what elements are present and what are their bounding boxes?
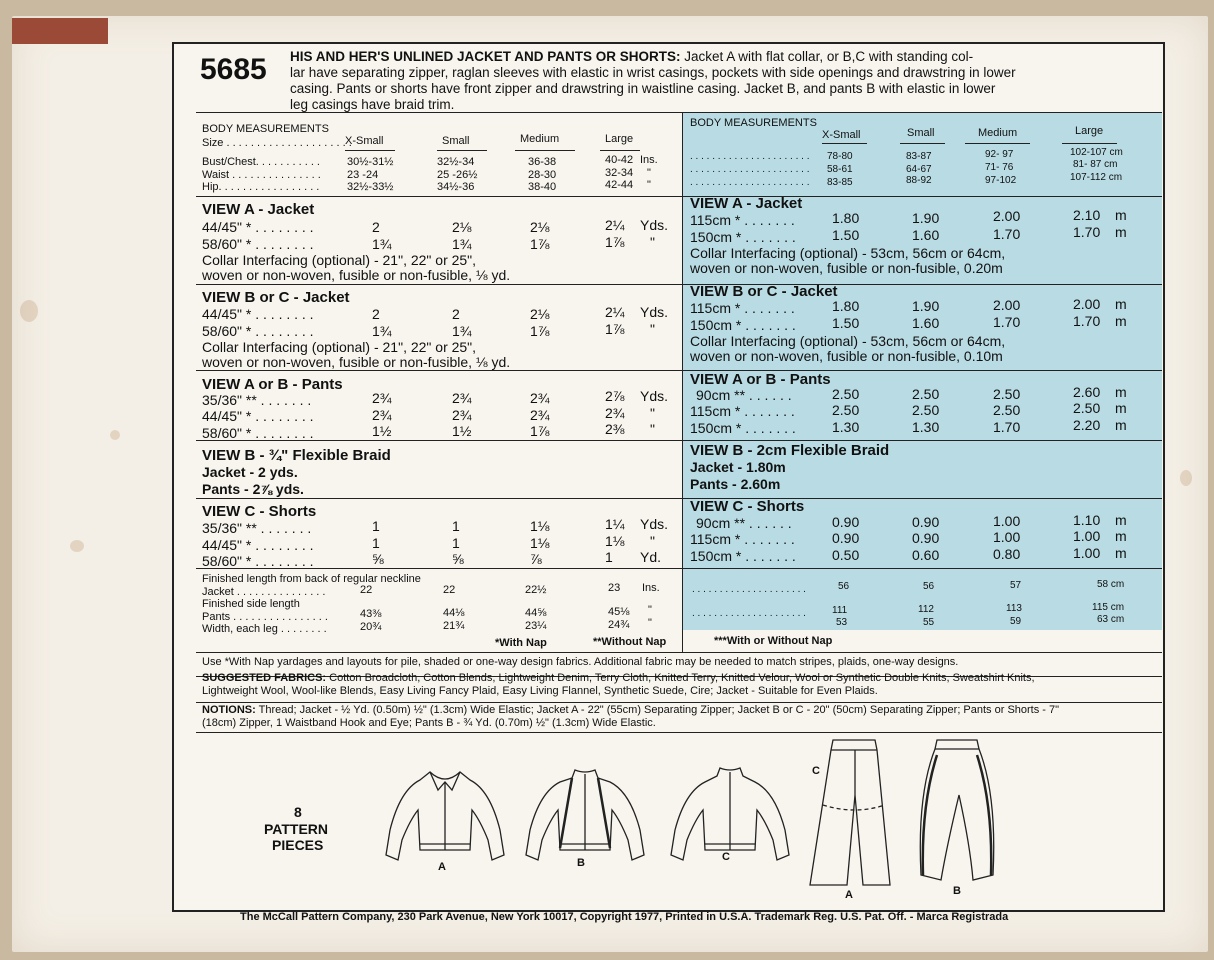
viewBC-note2: woven or non-woven, fusible or non-fusible, ⅛ yd. <box>202 354 511 370</box>
size-underline <box>900 143 945 144</box>
finished-pants-l: 45⅛ <box>608 606 630 618</box>
viewA-m-row1-l: 2.10 <box>1073 207 1101 223</box>
braid-title: VIEW B - ¾" Flexible Braid <box>202 447 391 464</box>
hip-l: 42-44 <box>605 179 634 191</box>
viewBC-m-row1-label: 115cm * . . . . . . . <box>690 300 795 316</box>
metric-dots: . . . . . . . . . . . . . . . . . . . . . . <box>690 164 810 175</box>
hip-label: Hip. . . . . . . . . . . . . . . . . <box>202 181 320 193</box>
viewAB-row3-label: 58/60" * . . . . . . . . <box>202 425 314 441</box>
divider <box>196 732 1162 733</box>
metric-size-large: Large <box>1075 125 1104 137</box>
metric-body-heading: BODY MEASUREMENTS <box>690 117 817 129</box>
viewA-note2: woven or non-woven, fusible or non-fusible, ⅛ yd. <box>202 267 511 283</box>
size-underline <box>822 143 867 144</box>
viewC-m-row1-unit: m <box>1115 512 1127 528</box>
fig-label-a-pants: A <box>845 889 853 901</box>
finished-m-pants-m: 113 <box>1006 603 1022 614</box>
viewBC-m-row1-l: 2.00 <box>1073 296 1101 312</box>
size-large: Large <box>605 133 634 145</box>
finished-width-label: Width, each leg . . . . . . . . <box>202 623 327 635</box>
column-divider <box>682 112 683 652</box>
viewAB-m-row2-unit: m <box>1115 400 1127 416</box>
viewBC-m-row2-unit: m <box>1115 313 1127 329</box>
finished-width-s: 21¾ <box>443 620 465 632</box>
viewC-m-row2-xs: 0.90 <box>832 530 860 546</box>
pants-b-illustration <box>915 735 1000 885</box>
viewA-m-note2: woven or non-woven, fusible or non-fusible, 0.20m <box>690 260 1003 276</box>
viewC-row2-unit: " <box>650 533 655 549</box>
viewBC-row2-unit: " <box>650 321 655 337</box>
size-medium: Medium <box>520 133 560 145</box>
viewC-m-row2-m: 1.00 <box>993 529 1021 545</box>
bust-xs: 30½-31½ <box>347 156 394 168</box>
stain <box>70 540 84 552</box>
viewC-row3-xs: ⅝ <box>372 551 384 567</box>
braid-m-jacket: Jacket - 1.80m <box>690 459 786 475</box>
waist-unit: " <box>647 167 651 179</box>
footnote-with-nap: *With Nap <box>495 637 547 649</box>
viewAB-row3-m: 1⅞ <box>530 423 550 439</box>
divider <box>196 652 1162 653</box>
notions-line1 <box>202 705 1059 716</box>
divider <box>196 112 1162 113</box>
viewAB-m-row2-label: 115cm * . . . . . . . <box>690 403 795 419</box>
viewC-m-row3-s: 0.60 <box>912 547 940 563</box>
viewC-row2-l: 1⅛ <box>605 533 625 549</box>
viewAB-row1-xs: 2¾ <box>372 390 392 406</box>
viewC-row2-label: 44/45" * . . . . . . . . <box>202 537 314 553</box>
viewAB-row3-l: 2⅜ <box>605 421 625 437</box>
viewAB-row1-s: 2¾ <box>452 390 472 406</box>
fig-label-b-pants: B <box>953 885 961 897</box>
divider <box>196 284 1162 285</box>
fabrics-text1: Cotton Broadcloth, Cotton Blends, Lightweight Denim, Terry Cloth, Knitted Terry, Knitted Velour, Wool or Synthetic Double Knits, Sweatshirt Knits, <box>326 672 1035 684</box>
viewBC-m-row1-m: 2.00 <box>993 297 1021 313</box>
viewA-row2-unit: " <box>650 234 655 250</box>
viewC-row3-l: 1 <box>605 549 613 565</box>
jacket-c-illustration <box>665 760 795 870</box>
viewC-row1-xs: 1 <box>372 518 380 534</box>
waist-l: 32-34 <box>605 167 634 179</box>
viewBC-m-row2-l: 1.70 <box>1073 313 1101 329</box>
viewC-m-row3-label: 150cm * . . . . . . . <box>690 548 796 564</box>
viewC-m-row2-s: 0.90 <box>912 530 940 546</box>
finished-width-xs: 20¾ <box>360 621 382 633</box>
size-underline <box>1062 143 1117 144</box>
waist-label: Waist . . . . . . . . . . . . . . . <box>202 169 321 181</box>
jacket-a-illustration <box>380 760 510 870</box>
fig-label-c-shorts: C <box>812 765 820 777</box>
viewA-m-row1-unit: m <box>1115 207 1127 223</box>
viewBC-m-row2-label: 150cm * . . . . . . . <box>690 317 796 333</box>
hip-m: 38-40 <box>528 181 557 193</box>
braid-m-pants: Pants - 2.60m <box>690 476 781 492</box>
viewA-row1-xs: 2 <box>372 219 380 235</box>
metric-dots: . . . . . . . . . . . . . . . . . . . . . . <box>690 151 810 162</box>
pattern-title: HIS AND HER'S UNLINED JACKET AND PANTS OR SHORTS: <box>290 49 681 64</box>
jacket-b-illustration <box>520 760 650 870</box>
fig-label-b: B <box>577 857 585 869</box>
viewC-m-row2-l: 1.00 <box>1073 528 1101 544</box>
header-line-1 <box>290 50 973 64</box>
viewAB-row2-xs: 2¾ <box>372 407 392 423</box>
size-underline <box>965 143 1030 144</box>
viewBC-m-row1-xs: 1.80 <box>832 298 860 314</box>
fig-label-c: C <box>722 851 730 863</box>
viewAB-m-title: VIEW A or B - Pants <box>690 371 831 388</box>
viewC-row1-label: 35/36" ** . . . . . . . <box>202 520 312 536</box>
bust-s: 32½-34 <box>437 156 475 168</box>
metric-bust-s: 83-87 <box>906 151 932 162</box>
viewC-m-row3-unit: m <box>1115 545 1127 561</box>
finished-jacket-m: 22½ <box>525 584 547 596</box>
footer-copyright: The McCall Pattern Company, 230 Park Avenue, New York 10017, Copyright 1977, Printed in U.S.A. Trademark Reg. U.S. Pat. Off. - Marca Registrada <box>240 911 1009 923</box>
metric-size-xsmall: X-Small <box>822 129 861 141</box>
viewC-row1-unit: Yds. <box>640 516 669 532</box>
viewC-m-title: VIEW C - Shorts <box>690 498 805 515</box>
waist-m: 28-30 <box>528 169 557 181</box>
viewBC-m-note1: Collar Interfacing (optional) - 53cm, 56cm or 64cm, <box>690 333 1006 349</box>
viewAB-row1-m: 2¾ <box>530 390 550 406</box>
viewC-row3-label: 58/60" * . . . . . . . . <box>202 553 314 569</box>
viewBC-m-row1-unit: m <box>1115 296 1127 312</box>
metric-bust-l: 102-107 cm <box>1070 147 1123 158</box>
divider <box>196 196 1162 197</box>
viewA-row1-m: 2⅛ <box>530 219 550 235</box>
viewBC-row2-s: 1¾ <box>452 323 472 339</box>
fig-label-a: A <box>438 861 446 873</box>
viewAB-m-row2-l: 2.50 <box>1073 400 1101 416</box>
pattern-number: 5685 <box>200 53 267 86</box>
bust-unit: Ins. <box>640 154 658 166</box>
viewA-m-row2-label: 150cm * . . . . . . . <box>690 229 796 245</box>
description-line-2: lar have separating zipper, raglan sleeves with elastic in wrist casings, pockets with side openings and drawstring in lower <box>290 65 1016 80</box>
size-underline <box>600 150 640 151</box>
viewBC-row1-s: 2 <box>452 306 460 322</box>
viewAB-m-row3-xs: 1.30 <box>832 419 860 435</box>
metric-waist-l: 81- 87 cm <box>1073 159 1118 170</box>
metric-dots: . . . . . . . . . . . . . . . . . . . . . . <box>690 177 810 188</box>
pieces-count: 8 <box>294 804 302 820</box>
divider <box>196 498 1162 499</box>
finished-pants-unit: " <box>648 604 652 616</box>
finished-jacket-unit: Ins. <box>642 582 660 594</box>
viewAB-m-row1-label: 90cm ** . . . . . . <box>696 387 792 403</box>
description-line-3: casing. Pants or shorts have front zipper and drawstring in waistline casing. Jacket B, and pants B with elastic in lower <box>290 81 996 96</box>
viewA-row1-label: 44/45" * . . . . . . . . <box>202 219 314 235</box>
size-xsmall: X-Small <box>345 135 384 147</box>
viewBC-row2-label: 58/60" * . . . . . . . . <box>202 323 314 339</box>
viewAB-row2-m: 2¾ <box>530 407 550 423</box>
viewC-row1-s: 1 <box>452 518 460 534</box>
bust-m: 36-38 <box>528 156 557 168</box>
finished-m-jacket-m: 57 <box>1010 580 1022 591</box>
metric-size-small: Small <box>907 127 935 139</box>
viewAB-m-row1-xs: 2.50 <box>832 386 860 402</box>
viewBC-row2-xs: 1¾ <box>372 323 392 339</box>
viewA-m-row1-s: 1.90 <box>912 210 940 226</box>
fabrics-label: SUGGESTED FABRICS: <box>202 672 327 684</box>
metric-dots: . . . . . . . . . . . . . . . . . . . . . <box>692 608 806 619</box>
finished-heading2: Finished side length <box>202 598 300 610</box>
metric-size-medium: Medium <box>978 127 1018 139</box>
viewA-row2-l: 1⅞ <box>605 234 625 250</box>
viewA-note1: Collar Interfacing (optional) - 21", 22" or 25", <box>202 252 477 268</box>
viewBC-row1-unit: Yds. <box>640 304 669 320</box>
viewA-m-note1: Collar Interfacing (optional) - 53cm, 56cm or 64cm, <box>690 245 1006 261</box>
viewBC-row2-m: 1⅞ <box>530 323 550 339</box>
viewA-title: VIEW A - Jacket <box>202 201 315 218</box>
pieces-label-1: PATTERN <box>264 821 329 837</box>
description-line-1: Jacket A with flat collar, or B,C with standing col- <box>684 49 974 64</box>
viewA-row2-label: 58/60" * . . . . . . . . <box>202 236 314 252</box>
metric-waist-s: 64-67 <box>906 164 932 175</box>
stain <box>1180 470 1192 486</box>
footnote-with-or-without-nap: ***With or Without Nap <box>714 635 833 647</box>
viewAB-row2-s: 2¾ <box>452 407 472 423</box>
finished-m-jacket-s: 56 <box>923 581 935 592</box>
braid-pants: Pants - 2⅞ yds. <box>202 481 304 497</box>
notions-label: NOTIONS: <box>202 704 256 716</box>
viewAB-row2-l: 2¾ <box>605 405 625 421</box>
viewBC-row1-m: 2⅛ <box>530 306 550 322</box>
bust-label: Bust/Chest. . . . . . . . . . . <box>202 156 320 168</box>
viewAB-m-row3-m: 1.70 <box>993 419 1021 435</box>
stain <box>20 300 38 322</box>
fabrics-line1 <box>202 673 1035 684</box>
finished-jacket-l: 23 <box>608 582 621 594</box>
viewC-m-row2-label: 115cm * . . . . . . . <box>690 531 795 547</box>
size-small: Small <box>442 135 470 147</box>
finished-width-m: 23¼ <box>525 620 547 632</box>
viewC-m-row2-unit: m <box>1115 528 1127 544</box>
metric-waist-xs: 58-61 <box>827 164 853 175</box>
viewBC-m-title: VIEW B or C - Jacket <box>690 283 838 300</box>
viewA-row2-s: 1¾ <box>452 236 472 252</box>
finished-m-width-l: 63 cm <box>1097 614 1125 625</box>
viewAB-row3-xs: 1½ <box>372 423 392 439</box>
finished-jacket-s: 22 <box>443 584 456 596</box>
finished-m-pants-s: 112 <box>918 604 934 615</box>
finished-pants-m: 44⅝ <box>525 607 547 619</box>
fabrics-line2: Lightweight Wool, Wool-like Blends, Easy Living Fancy Plaid, Easy Living Flannel, Synthetic Suede, Cire; Jacket - Suitable for Even Plaids. <box>202 685 878 697</box>
finished-pants-xs: 43⅜ <box>360 608 382 620</box>
viewA-m-row2-s: 1.60 <box>912 227 940 243</box>
body-heading: BODY MEASUREMENTS <box>202 123 329 135</box>
viewBC-m-row2-xs: 1.50 <box>832 315 860 331</box>
size-underline <box>345 150 395 151</box>
viewA-m-title: VIEW A - Jacket <box>690 195 803 212</box>
braid-jacket: Jacket - 2 yds. <box>202 464 298 480</box>
viewC-title: VIEW C - Shorts <box>202 503 317 520</box>
viewA-m-row2-l: 1.70 <box>1073 224 1101 240</box>
viewBC-row1-l: 2¼ <box>605 304 625 320</box>
use-note: Use *With Nap yardages and layouts for pile, shaded or one-way design fabrics. Additional fabric may be needed to match stripes, plaids, one-way designs. <box>202 656 959 668</box>
viewBC-row1-xs: 2 <box>372 306 380 322</box>
metric-bust-m: 92- 97 <box>985 149 1014 160</box>
viewBC-m-note2: woven or non-woven, fusible or non-fusible, 0.10m <box>690 348 1003 364</box>
viewAB-m-row2-m: 2.50 <box>993 402 1021 418</box>
viewAB-m-row1-m: 2.50 <box>993 386 1021 402</box>
divider <box>196 568 1162 569</box>
metric-hip-l: 107-112 cm <box>1070 172 1123 183</box>
divider <box>196 440 1162 441</box>
metric-waist-m: 71- 76 <box>985 162 1014 173</box>
viewA-m-row2-unit: m <box>1115 224 1127 240</box>
viewAB-row3-unit: " <box>650 421 655 437</box>
stain <box>110 430 120 440</box>
finished-m-pants-l: 115 cm <box>1092 602 1125 613</box>
size-underline <box>515 150 575 151</box>
viewAB-m-row2-s: 2.50 <box>912 402 940 418</box>
viewAB-row1-l: 2⅞ <box>605 388 625 404</box>
finished-jacket-xs: 22 <box>360 584 373 596</box>
finished-width-l: 24¾ <box>608 619 630 631</box>
viewA-row1-unit: Yds. <box>640 217 669 233</box>
viewBC-row1-label: 44/45" * . . . . . . . . <box>202 306 314 322</box>
viewC-row2-xs: 1 <box>372 535 380 551</box>
metric-dots: . . . . . . . . . . . . . . . . . . . . . <box>692 584 806 595</box>
viewAB-m-row3-l: 2.20 <box>1073 417 1101 433</box>
viewBC-m-row2-m: 1.70 <box>993 314 1021 330</box>
finished-width-unit: " <box>648 617 652 629</box>
bust-l: 40-42 <box>605 154 634 166</box>
viewAB-m-row3-s: 1.30 <box>912 419 940 435</box>
viewA-row1-s: 2⅛ <box>452 219 472 235</box>
viewAB-row2-unit: " <box>650 405 655 421</box>
viewBC-m-row1-s: 1.90 <box>912 298 940 314</box>
viewAB-row1-label: 35/36" ** . . . . . . . <box>202 392 312 408</box>
viewC-row1-m: 1⅛ <box>530 518 550 534</box>
viewAB-m-row3-unit: m <box>1115 417 1127 433</box>
viewA-m-row1-label: 115cm * . . . . . . . <box>690 212 795 228</box>
viewAB-m-row1-l: 2.60 <box>1073 384 1101 400</box>
viewA-m-row2-xs: 1.50 <box>832 227 860 243</box>
viewAB-m-row3-label: 150cm * . . . . . . . <box>690 420 796 436</box>
viewC-row2-m: 1⅛ <box>530 535 550 551</box>
notions-line2: (18cm) Zipper, 1 Waistband Hook and Eye; Pants B - ¾ Yd. (0.70m) ½" (1.3cm) Wide Elastic. <box>202 717 656 729</box>
finished-m-jacket-xs: 56 <box>838 581 850 592</box>
viewC-m-row1-xs: 0.90 <box>832 514 860 530</box>
finished-pants-label: Pants . . . . . . . . . . . . . . . . <box>202 611 328 623</box>
viewBC-m-row2-s: 1.60 <box>912 315 940 331</box>
size-label: Size . . . . . . . . . . . . . . . . . . . . . <box>202 137 352 149</box>
viewAB-m-row1-unit: m <box>1115 384 1127 400</box>
hip-xs: 32½-33½ <box>347 181 394 193</box>
viewC-row3-m: ⅞ <box>530 551 542 567</box>
viewC-m-row1-s: 0.90 <box>912 514 940 530</box>
metric-hip-s: 88-92 <box>906 175 932 186</box>
footnote-without-nap: **Without Nap <box>593 636 667 648</box>
viewA-row1-l: 2¼ <box>605 217 625 233</box>
viewAB-row2-label: 44/45" * . . . . . . . . <box>202 408 314 424</box>
viewAB-row1-unit: Yds. <box>640 388 669 404</box>
metric-hip-m: 97-102 <box>985 175 1017 186</box>
viewC-row1-l: 1¼ <box>605 516 625 532</box>
pieces-label-2: PIECES <box>272 837 324 853</box>
finished-heading1: Finished length from back of regular neckline <box>202 573 421 585</box>
viewC-row3-unit: Yd. <box>640 549 662 565</box>
viewC-row3-s: ⅝ <box>452 551 464 567</box>
finished-m-width-xs: 53 <box>836 617 848 628</box>
metric-bust-xs: 78-80 <box>827 151 853 162</box>
finished-m-pants-xs: 111 <box>832 605 848 616</box>
description-line-4: leg casings have braid trim. <box>290 97 455 112</box>
hip-unit: " <box>647 179 651 191</box>
hip-s: 34½-36 <box>437 181 475 193</box>
finished-m-jacket-l: 58 cm <box>1097 579 1125 590</box>
viewBC-title: VIEW B or C - Jacket <box>202 289 350 306</box>
pants-a-shorts-c-illustration <box>805 735 905 890</box>
viewAB-m-row1-s: 2.50 <box>912 386 940 402</box>
viewC-m-row1-label: 90cm ** . . . . . . <box>696 515 792 531</box>
viewBC-note1: Collar Interfacing (optional) - 21", 22" or 25", <box>202 339 477 355</box>
waist-s: 25 -26½ <box>437 169 478 181</box>
viewA-row2-xs: 1¾ <box>372 236 392 252</box>
viewA-m-row2-m: 1.70 <box>993 226 1021 242</box>
finished-jacket-label: Jacket . . . . . . . . . . . . . . . <box>202 586 326 598</box>
divider <box>196 370 1162 371</box>
viewAB-title: VIEW A or B - Pants <box>202 376 343 393</box>
braid-m-title: VIEW B - 2cm Flexible Braid <box>690 442 890 459</box>
torn-corner <box>12 18 108 44</box>
viewAB-m-row2-xs: 2.50 <box>832 402 860 418</box>
size-underline <box>437 150 487 151</box>
viewA-row2-m: 1⅞ <box>530 236 550 252</box>
notions-text1: Thread; Jacket - ½ Yd. (0.50m) ½" (1.3cm) Wide Elastic; Jacket A - 22" (55cm) Separating Zipper; Jacket B or C - 20" (50cm) Separating Zipper; Pants or Shorts - 7" <box>255 704 1060 716</box>
divider <box>196 702 1162 703</box>
viewC-m-row1-m: 1.00 <box>993 513 1021 529</box>
viewAB-row3-s: 1½ <box>452 423 472 439</box>
finished-m-width-s: 55 <box>923 617 935 628</box>
viewC-row2-s: 1 <box>452 535 460 551</box>
viewA-m-row1-xs: 1.80 <box>832 210 860 226</box>
metric-hip-xs: 83-85 <box>827 177 853 188</box>
finished-pants-s: 44⅛ <box>443 607 465 619</box>
viewC-m-row3-l: 1.00 <box>1073 545 1101 561</box>
viewA-m-row1-m: 2.00 <box>993 208 1021 224</box>
viewBC-row2-l: 1⅞ <box>605 321 625 337</box>
viewC-m-row3-xs: 0.50 <box>832 547 860 563</box>
waist-xs: 23 -24 <box>347 169 379 181</box>
finished-m-width-m: 59 <box>1010 616 1022 627</box>
viewC-m-row1-l: 1.10 <box>1073 512 1101 528</box>
viewC-m-row3-m: 0.80 <box>993 546 1021 562</box>
